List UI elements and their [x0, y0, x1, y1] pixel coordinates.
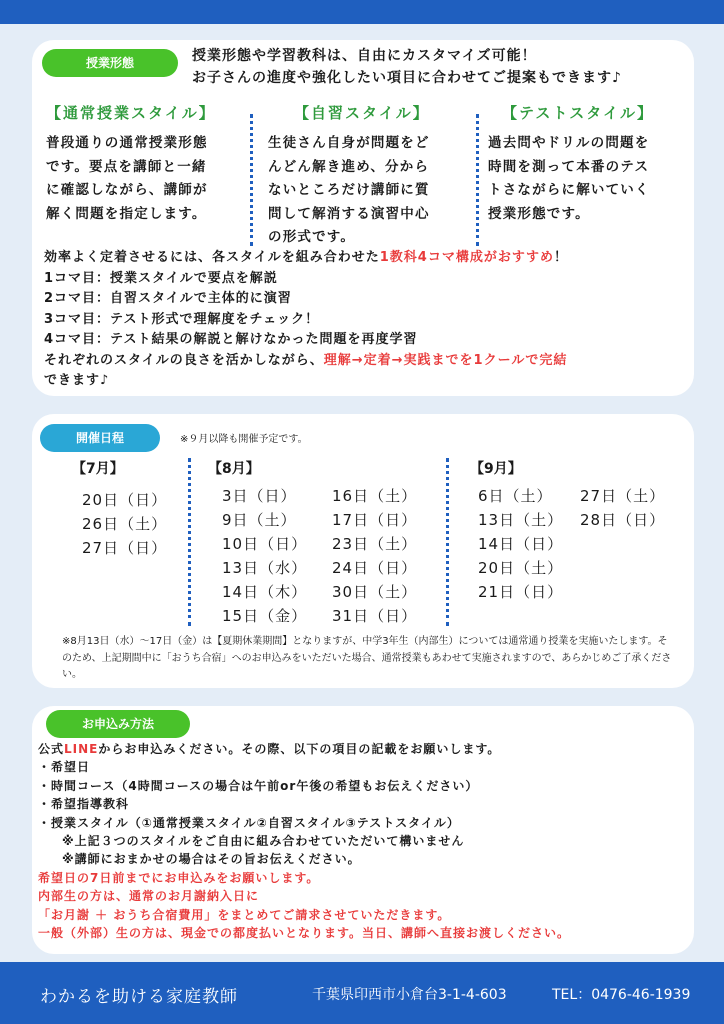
- summer-break-note: ※8月13日（水）～17日（金）は【夏期休業期間】となりますが、中学3年生（内部生）については通常通り授業を実施いたします。そのため、上記期間中に「おうち合宿」へのお申込みをいただいた場合、通常授業もあわせて実施されますので、あらかじめご了承ください。: [62, 636, 672, 680]
- recommendation-line: 効率よく定着させるには、各スタイルを組み合わせた1教科4コマ構成がおすすめ！: [44, 250, 568, 265]
- address: 千葉県印西市小倉台3-1-4-603: [312, 987, 507, 1003]
- divider-dots: [476, 114, 479, 246]
- schedule-card: [32, 414, 694, 688]
- closing-line-2: できます♪: [44, 373, 110, 388]
- style-title-test: 【テストスタイル】: [502, 104, 654, 122]
- item-style: ・授業スタイル（①通常授業スタイル②自習スタイル③テストスタイル）: [38, 815, 460, 830]
- application-instructions: [38, 740, 570, 942]
- month-august: 【8月】: [208, 461, 260, 477]
- style-title-regular: 【通常授業スタイル】: [46, 104, 216, 122]
- month-july: 【7月】: [72, 461, 124, 477]
- lesson-style-intro-2: お子さんの進度や強化したい項目に合わせてご提案もできます♪: [192, 70, 622, 86]
- subnote-omakase: ※講師におまかせの場合はその旨お伝えください。: [62, 852, 361, 867]
- subnote-combine: ※上記３つのスタイルをご自由に組み合わせていただいて構いません: [62, 834, 465, 849]
- july-dates: 20日（日） 26日（土） 27日（日）: [82, 491, 168, 557]
- august-dates-col2: 16日（土） 17日（日） 23日（土） 24日（日） 30日（土） 31日（日）: [332, 487, 418, 625]
- red-deadline: 希望日の7日前までにお申込みをお願いします。: [38, 870, 320, 885]
- step-2: 2コマ目：自習スタイルで主体的に演習: [44, 291, 292, 306]
- closing-line: それぞれのスタイルの良さを活かしながら、理解→定着→実践までを1クールで完結: [44, 352, 568, 368]
- item-date: ・希望日: [38, 760, 91, 775]
- schedule-note-top: ※９月以降も開催予定です。: [180, 434, 308, 445]
- step-1: 1コマ目：授業スタイルで要点を解説: [44, 270, 278, 286]
- month-september: 【9月】: [470, 461, 522, 477]
- step-3: 3コマ目：テスト形式で理解度をチェック！: [44, 311, 320, 327]
- september-dates-col2: 27日（土） 28日（日）: [580, 487, 666, 529]
- top-bar: [0, 0, 724, 24]
- schedule-label: 開催日程: [40, 424, 160, 452]
- lesson-style-label: 授業形態: [42, 49, 178, 77]
- style-desc-regular: 普段通りの通常授業形態 です。要点を講師と一緒 に確認しながら、講師が 解く問題を指定します。: [46, 135, 208, 222]
- footer: [0, 962, 724, 1024]
- red-internal: 内部生の方は、通常のお月謝納入日に: [38, 889, 260, 904]
- style-desc-test: 過去問やドリルの問題を 時間を測って本番のテス トさながらに解いていく 授業形態です。: [488, 135, 650, 222]
- organization-name: わかるを助ける家庭教師: [40, 987, 238, 1007]
- item-course: ・時間コース（4時間コースの場合は午前or午後の希望もお伝えください）: [38, 778, 479, 793]
- application-label: お申込み方法: [46, 710, 190, 738]
- telephone: TEL：0476-46-1939: [552, 987, 691, 1003]
- lesson-style-card: [32, 40, 694, 396]
- red-billing: 「お月謝 ＋ おうち合宿費用」をまとめてご請求させていただきます。: [38, 907, 451, 922]
- style-title-self-study: 【自習スタイル】: [294, 104, 430, 122]
- divider-dots: [188, 458, 191, 626]
- line-intro: 公式LINEからお申込みください。その際、以下の項目の記載をお願いします。: [38, 742, 501, 756]
- style-desc-self-study: 生徒さん自身が問題をど んどん解き進め、分から ないところだけ講師に質 問して解消する演習中心 の形式です。: [268, 135, 430, 245]
- lesson-style-intro-1: 授業形態や学習教科は、自由にカスタマイズ可能！: [192, 48, 537, 64]
- divider-dots: [250, 114, 253, 246]
- august-dates-col1: 3日（日） 9日（土） 10日（日） 13日（水） 14日（木） 15日（金）: [222, 487, 308, 625]
- application-card: [32, 706, 694, 954]
- step-4: 4コマ目：テスト結果の解説と解けなかった問題を再度学習: [44, 332, 418, 347]
- recommendation-block: [44, 248, 568, 392]
- september-dates-col1: 6日（土） 13日（土） 14日（日） 20日（土） 21日（日）: [478, 487, 564, 601]
- red-external: 一般（外部）生の方は、現金での都度払いとなります。当日、講師へ直接お渡しください。: [38, 926, 571, 941]
- item-subject: ・希望指導教科: [38, 797, 130, 812]
- divider-dots: [446, 458, 449, 626]
